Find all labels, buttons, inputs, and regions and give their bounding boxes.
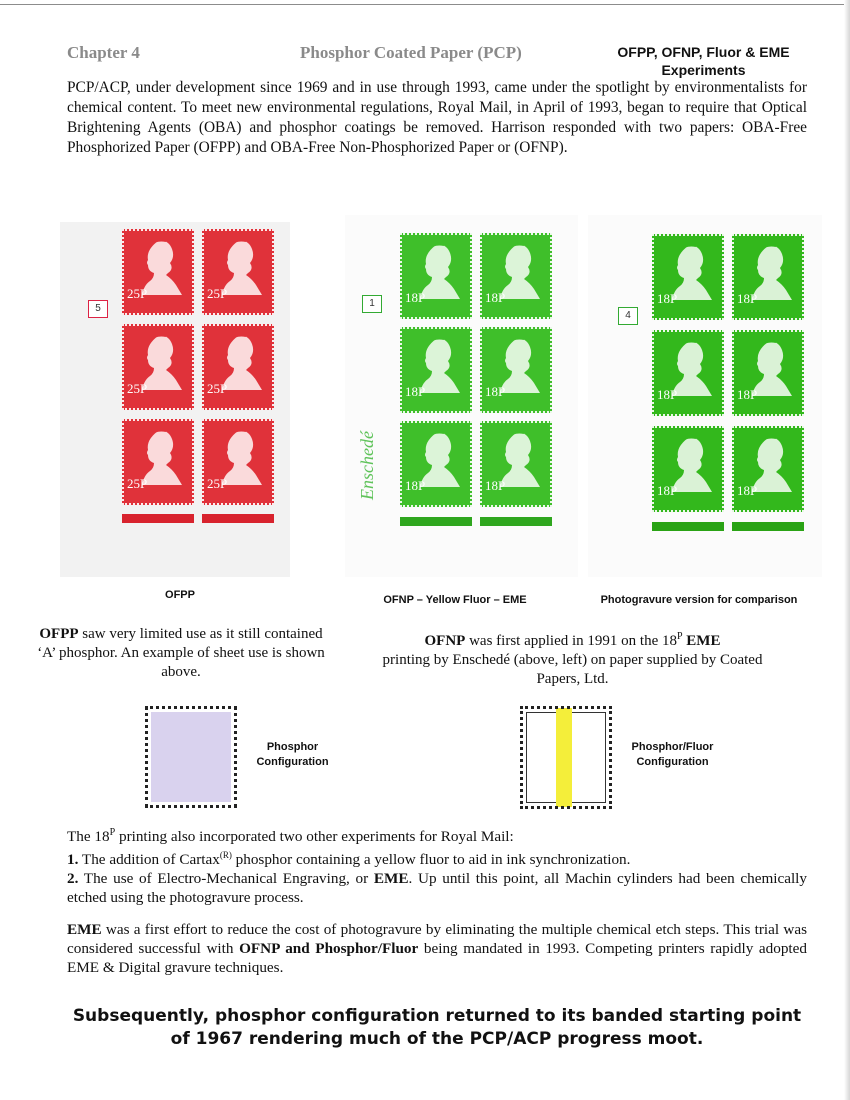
intro-paragraph: PCP/ACP, under development since 1969 and in use through 1993, came under the spotlight by environmentalists for chemical content. To meet new environmental regulations, Royal Mail, in April of 1993, began to require that Optical Brightening Agents (OBA) and phosphor coatings be removed. Harrison responded with two papers: OBA-Free Phosphorized Paper (OFPP) and OBA-Free Non-Phosphorized Paper or (OFNP). bbox=[67, 79, 807, 156]
eme-bold: EME bbox=[67, 921, 102, 938]
perforation bbox=[122, 229, 194, 315]
ofnp-note-bold2: EME bbox=[682, 633, 721, 649]
margin-band bbox=[732, 522, 804, 531]
perforation bbox=[400, 327, 472, 413]
perforation bbox=[202, 419, 274, 505]
caption-photogravure: Photogravure version for comparison bbox=[600, 594, 798, 606]
stamp-value: 18P bbox=[485, 478, 506, 493]
machin-stamp bbox=[400, 327, 472, 413]
stamp-value: 25P bbox=[127, 381, 148, 396]
cylinder-number-box: 5 bbox=[88, 300, 108, 318]
margin-band bbox=[400, 517, 472, 526]
perforation-edge bbox=[520, 706, 612, 809]
stamp-value: 25P bbox=[207, 381, 228, 396]
eme-text: was a first effort to reduce the cost of photogravure by eliminating the multiple chemical etch steps. This trial was considered successful with bbox=[67, 921, 807, 957]
caption-ofnp: OFNP – Yellow Fluor – EME bbox=[383, 594, 527, 606]
item-text: The use of Electro-Mechanical Engraving, or bbox=[78, 870, 374, 888]
perforation bbox=[122, 419, 194, 505]
margin-band bbox=[122, 514, 194, 523]
item-text: The addition of Cartax bbox=[78, 851, 220, 869]
perforation bbox=[400, 421, 472, 507]
eme-paragraph bbox=[67, 920, 807, 977]
topic-title-line2: Experiments bbox=[661, 62, 746, 78]
item-number: 1. bbox=[67, 851, 79, 869]
perforation bbox=[202, 324, 274, 410]
machin-stamp bbox=[732, 234, 804, 320]
fluor-label-line1: Phosphor/Fluor bbox=[631, 741, 714, 753]
perforation bbox=[732, 330, 804, 416]
page-edge-shadow bbox=[844, 0, 850, 1100]
margin-imprint: Enschedé bbox=[356, 431, 377, 500]
stamp-value: 18P bbox=[657, 483, 678, 498]
stamp-value: 25P bbox=[207, 476, 228, 491]
machin-stamp bbox=[652, 234, 724, 320]
perforation bbox=[652, 330, 724, 416]
experiments-intro bbox=[67, 823, 807, 846]
experiments-intro-text2: printing also incorporated two other experiments for Royal Mail: bbox=[115, 828, 514, 846]
stamp-value: 18P bbox=[485, 290, 506, 305]
perforation bbox=[732, 234, 804, 320]
stamp-value: 18P bbox=[405, 478, 426, 493]
stamp-value: 18P bbox=[657, 291, 678, 306]
machin-stamp bbox=[122, 229, 194, 315]
conclusion: Subsequently, phosphor configuration returned to its banded starting point of 1967 rendering much of the PCP/ACP progress moot. bbox=[72, 1006, 802, 1049]
machin-stamp bbox=[652, 426, 724, 512]
machin-stamp bbox=[202, 419, 274, 505]
perforation bbox=[202, 229, 274, 315]
phosphor-diagram-label bbox=[245, 740, 340, 770]
margin-band bbox=[480, 517, 552, 526]
machin-stamp bbox=[480, 421, 552, 507]
perforation bbox=[480, 327, 552, 413]
ofnp-note-sup: P bbox=[676, 631, 683, 642]
registered-mark: (R) bbox=[219, 850, 232, 861]
cylinder-number-box: 4 bbox=[618, 307, 638, 325]
stamp-value: 18P bbox=[485, 384, 506, 399]
topic-title-line1: OFPP, OFNP, Fluor & EME bbox=[617, 44, 790, 60]
perforation bbox=[400, 233, 472, 319]
perforation-edge bbox=[145, 706, 237, 808]
phosphor-label-line1: Phosphor bbox=[266, 741, 319, 753]
ofpp-note-text: saw very limited use as it still contained ‘A’ phosphor. An example of sheet use is shown above. bbox=[37, 626, 325, 680]
machin-stamp bbox=[400, 421, 472, 507]
chapter-label: Chapter 4 bbox=[67, 43, 140, 62]
ofnp-note bbox=[370, 627, 775, 689]
ofnp-note-text1: was first applied in 1991 on the 18 bbox=[465, 633, 677, 649]
perforation bbox=[480, 421, 552, 507]
ofnp-note-text2: printing by Enschedé (above, left) on paper supplied by Coated Papers, Ltd. bbox=[382, 652, 763, 687]
stamp-value: 18P bbox=[657, 387, 678, 402]
section-title: Phosphor Coated Paper (PCP) bbox=[300, 43, 522, 62]
machin-stamp bbox=[480, 233, 552, 319]
perforation bbox=[652, 234, 724, 320]
caption-ofpp: OFPP bbox=[165, 589, 195, 601]
stamp-value: 25P bbox=[207, 286, 228, 301]
stamp-value: 18P bbox=[405, 290, 426, 305]
machin-stamp bbox=[122, 324, 194, 410]
ofnp-note-bold: OFNP bbox=[424, 633, 466, 649]
phosphor-fluor-diagram bbox=[520, 706, 612, 809]
superscript-p: P bbox=[109, 827, 116, 838]
phosphor-diagram bbox=[145, 706, 237, 808]
perforation bbox=[732, 426, 804, 512]
experiment-item-1 bbox=[67, 846, 807, 869]
cylinder-number-box: 1 bbox=[362, 295, 382, 313]
stamp-value: 18P bbox=[405, 384, 426, 399]
item-number: 2. bbox=[67, 870, 79, 888]
margin-band bbox=[652, 522, 724, 531]
machin-stamp bbox=[732, 426, 804, 512]
machin-stamp bbox=[480, 327, 552, 413]
phosphor-label-line2: Configuration bbox=[256, 756, 329, 768]
machin-stamp bbox=[122, 419, 194, 505]
experiment-item-2 bbox=[67, 869, 807, 907]
perforation bbox=[480, 233, 552, 319]
stamp-value: 18P bbox=[737, 291, 758, 306]
machin-stamp bbox=[202, 324, 274, 410]
ofpp-note bbox=[36, 625, 326, 682]
stamp-value: 18P bbox=[737, 387, 758, 402]
perforation bbox=[122, 324, 194, 410]
machin-stamp bbox=[400, 233, 472, 319]
item-text2: phosphor containing a yellow fluor to aid in ink synchronization. bbox=[231, 851, 631, 869]
experiments-paragraph bbox=[67, 823, 807, 907]
ofpp-note-bold: OFPP bbox=[39, 626, 79, 642]
stamp-value: 25P bbox=[127, 286, 148, 301]
machin-stamp bbox=[652, 330, 724, 416]
fluor-label-line2: Configuration bbox=[636, 756, 709, 768]
eme-text2: being mandated in 1993. Competing printers rapidly adopted EME & Digital gravure techniques. bbox=[67, 940, 807, 976]
machin-stamp bbox=[732, 330, 804, 416]
item-text2: . Up until this point, all Machin cylinders had been chemically etched using the photogravure process. bbox=[67, 870, 807, 907]
perforation bbox=[652, 426, 724, 512]
stamp-value: 25P bbox=[127, 476, 148, 491]
eme-bold2: OFNP and Phosphor/Fluor bbox=[239, 940, 419, 957]
item-bold: EME bbox=[373, 870, 409, 888]
margin-band bbox=[202, 514, 274, 523]
machin-stamp bbox=[202, 229, 274, 315]
stamp-value: 18P bbox=[737, 483, 758, 498]
experiments-intro-text: The 18 bbox=[67, 828, 110, 846]
topic-title bbox=[596, 43, 811, 79]
phosphor-fluor-diagram-label bbox=[620, 740, 725, 770]
top-rule bbox=[0, 4, 850, 5]
